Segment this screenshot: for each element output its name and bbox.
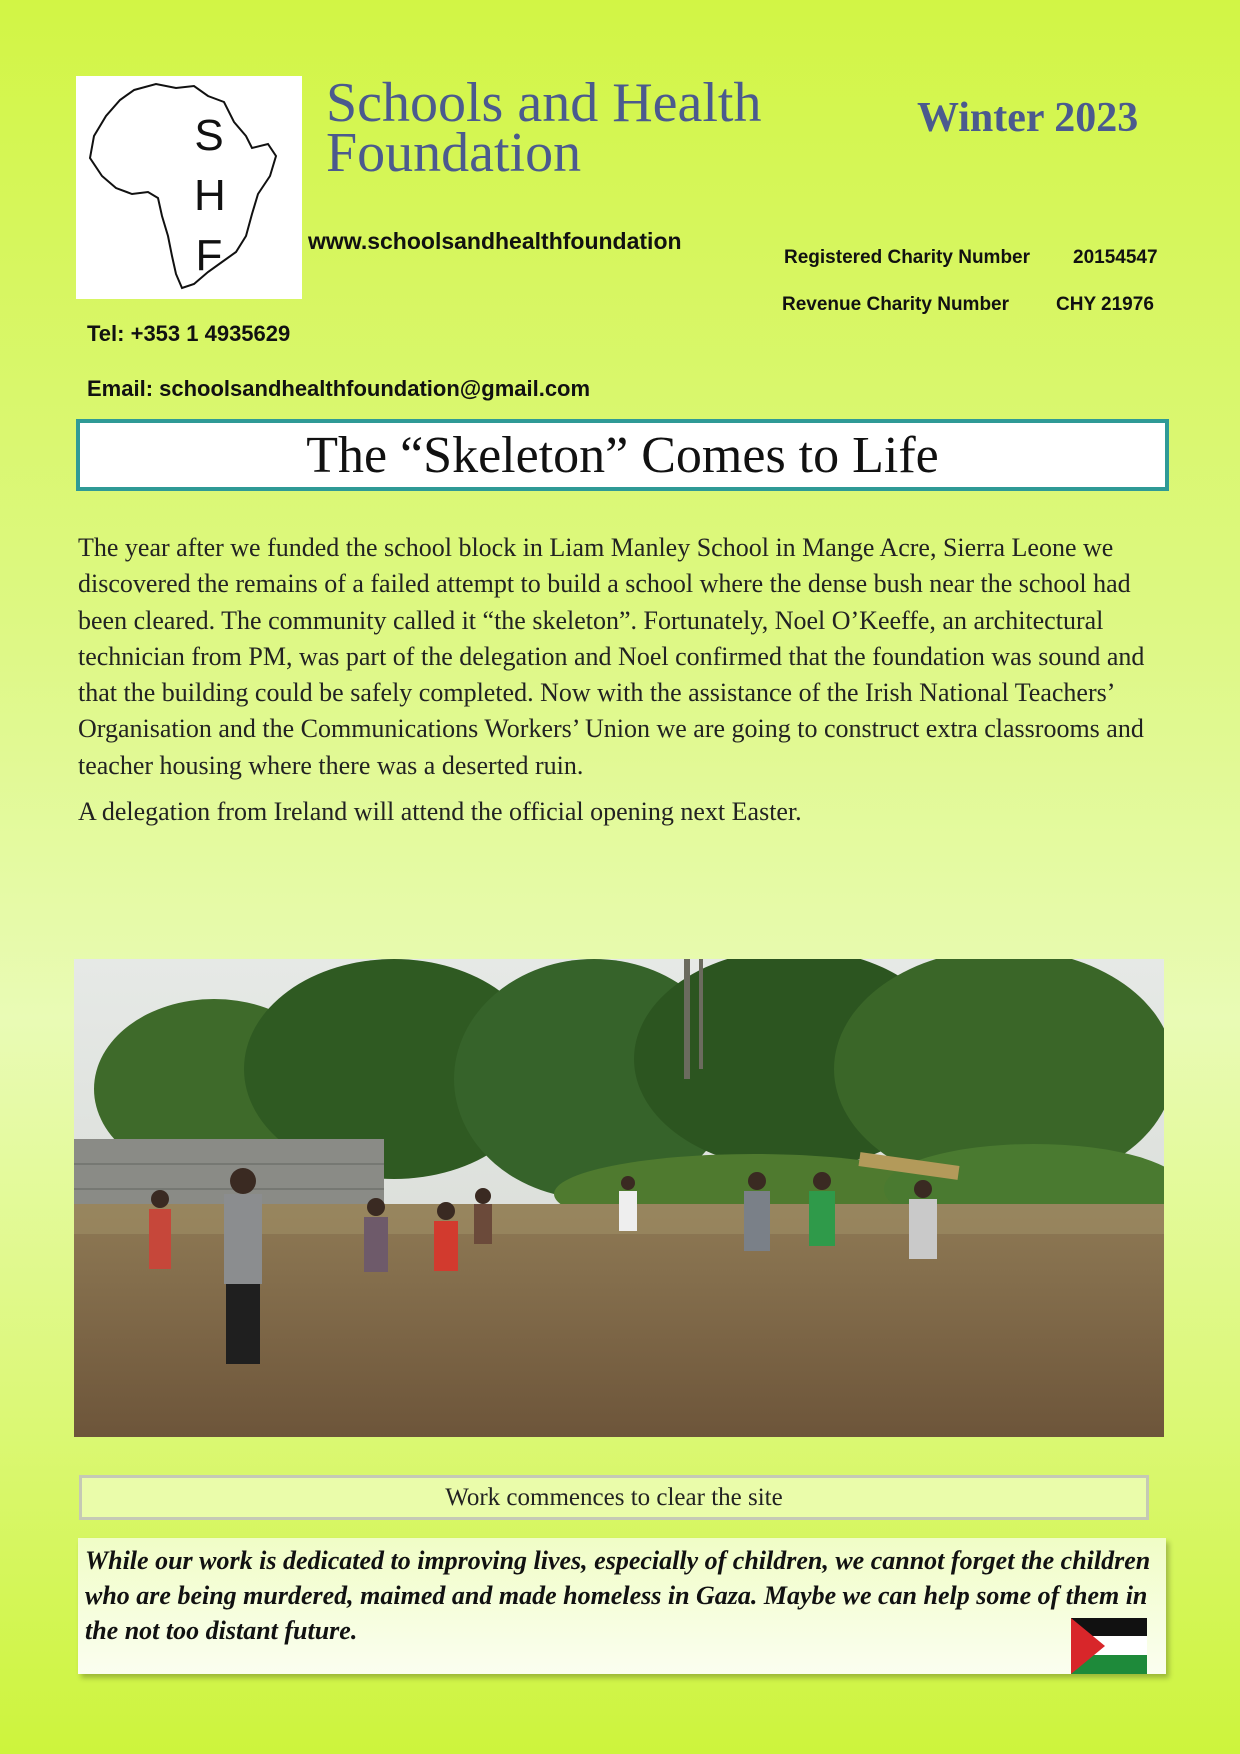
palestine-flag-icon	[1071, 1618, 1147, 1674]
article-headline: The “Skeleton” Comes to Life	[306, 426, 939, 484]
site-clearing-photo	[74, 959, 1164, 1437]
logo-letter-h: H	[194, 171, 226, 220]
photo-image	[74, 959, 1164, 1437]
headline-box	[76, 419, 1169, 491]
article-paragraph: The year after we funded the school block in Liam Manley School in Mange Acre, Sierra Leone we discovered the remains of a failed attempt to build a school where the dense bush near the school had been cleared. The community called it “the skeleton”. Fortunately, Noel O’Keeffe, an architectural technician from PM, was part of the delegation and Noel confirmed that the foundation was sound and that the building could be safely completed. Now with the assistance of the Irish National Teachers’ Organisation and the Communications Workers’ Union we are going to construct extra classrooms and teacher housing where there was a deserted ruin.	[78, 533, 1145, 780]
logo-letter-s: S	[194, 111, 224, 160]
photo-caption: Work commences to clear the site	[445, 1483, 783, 1511]
revenue-charity-label: Revenue Charity Number	[782, 294, 1010, 315]
africa-map-icon	[76, 76, 302, 299]
org-name: Schools and Health Foundation	[326, 72, 762, 184]
article-body	[78, 530, 1168, 840]
revenue-charity-value: CHY 21976	[1056, 294, 1154, 315]
logo-letter-f: F	[195, 231, 223, 280]
telephone-line: Tel: +353 1 4935629	[87, 321, 291, 346]
website-link[interactable]: www.schoolsandhealthfoundation	[308, 228, 682, 254]
email-line[interactable]: Email: schoolsandhealthfoundation@gmail.com	[87, 376, 591, 401]
photo-caption-box	[79, 1475, 1149, 1520]
article-paragraph: A delegation from Ireland will attend the official opening next Easter.	[78, 797, 802, 827]
shf-logo	[76, 76, 302, 299]
registered-charity-value: 20154547	[1073, 247, 1158, 268]
gaza-note-box	[78, 1538, 1166, 1674]
edition-label: Winter 2023	[917, 95, 1139, 141]
registered-charity-label: Registered Charity Number	[784, 247, 1031, 268]
gaza-note-text: While our work is dedicated to improving lives, especially of children, we cannot forget the children who are being murdered, maimed and made homeless in Gaza. Maybe we can help some of them in the not too distant future.	[85, 1546, 1151, 1645]
